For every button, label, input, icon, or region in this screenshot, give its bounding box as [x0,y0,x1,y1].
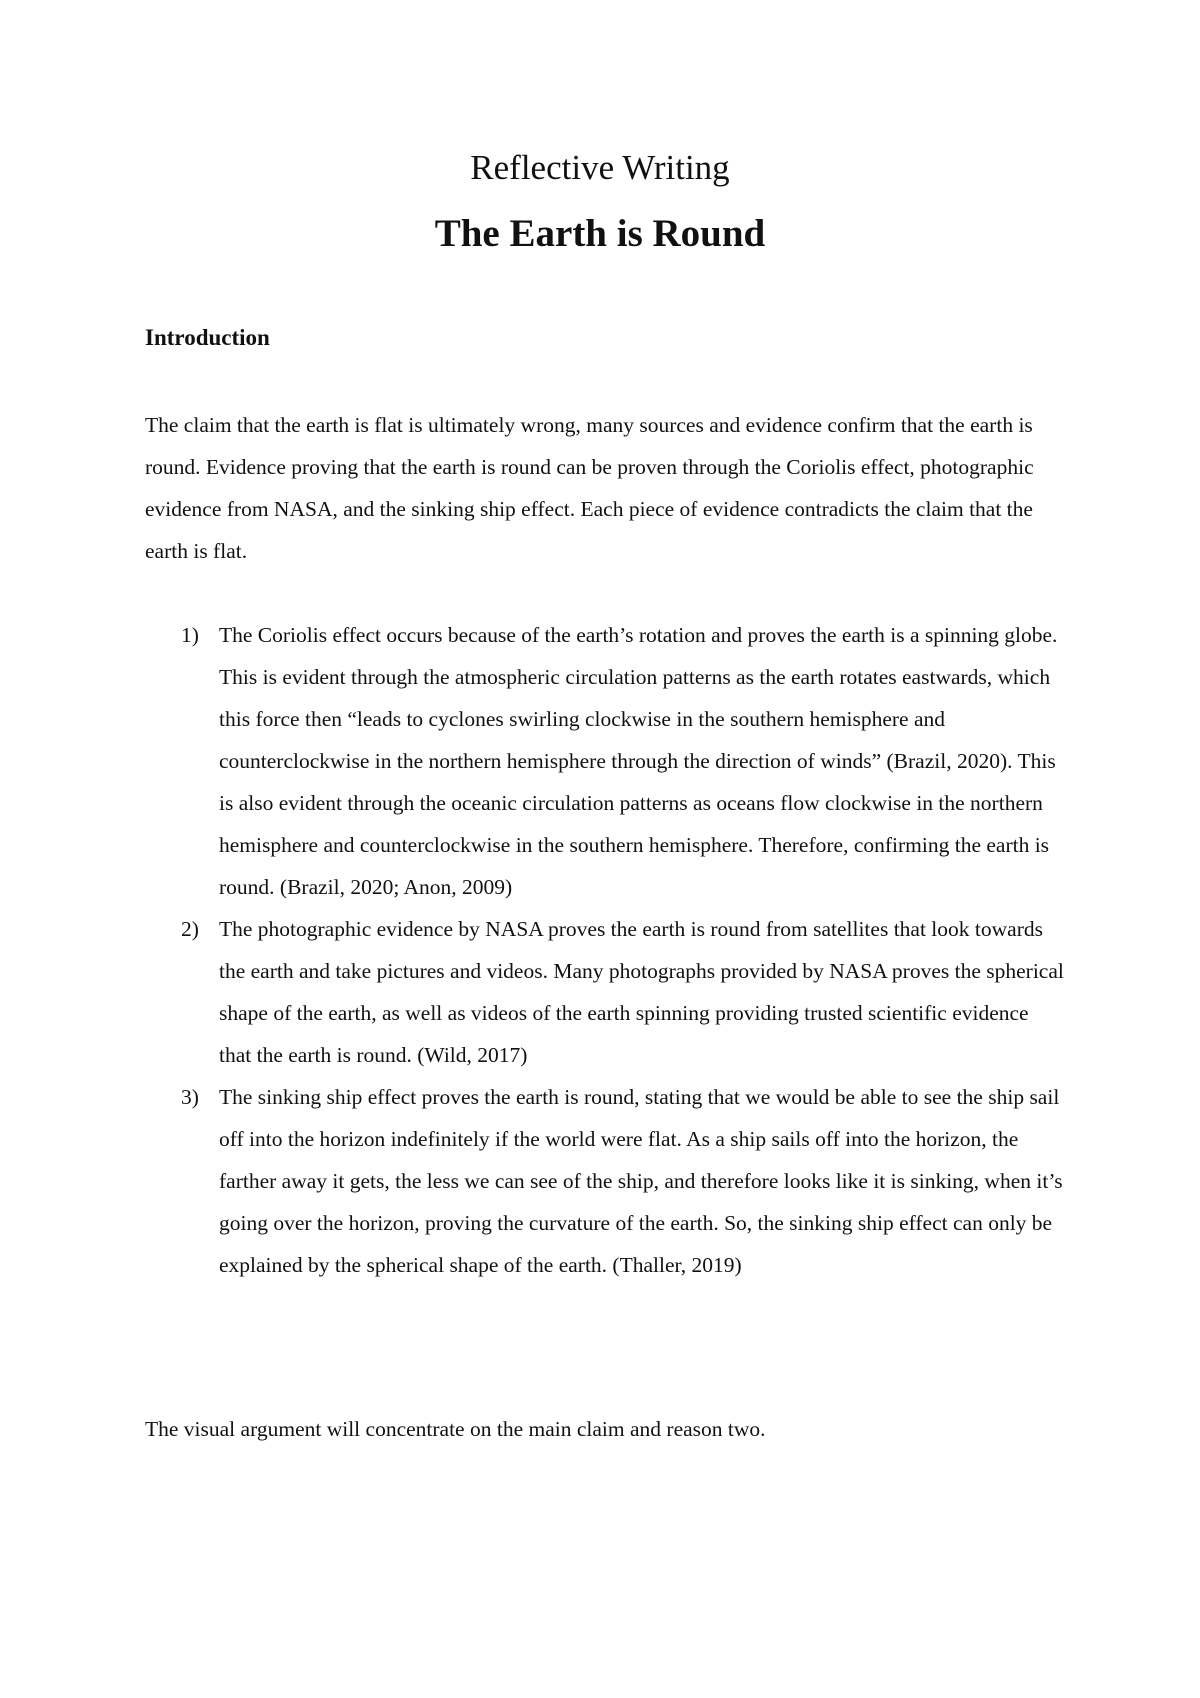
intro-paragraph: The claim that the earth is flat is ultimately wrong, many sources and evidence confirm that the earth is round. Evidence proving that the earth is round can be proven through the Coriolis effect, photographic evidence from NASA, and the sinking ship effect. Each piece of evidence contradicts the claim that the earth is flat. [145,413,1034,563]
closing-paragraph: The visual argument will concentrate on the main claim and reason two. [145,1417,766,1441]
list-item-number: 3) [181,1085,199,1109]
list-item-reason-2 [145,908,1065,1076]
list-item-text: The Coriolis effect occurs because of the earth’s rotation and proves the earth is a spinning globe. This is evident through the atmospheric circulation patterns as the earth rotates eastwards, which this force then “leads to cyclones swirling clockwise in the southern hemisphere and counterclockwise in the northern hemisphere through the direction of winds” (Brazil, 2020). This is also evident through the oceanic circulation patterns as oceans flow clockwise in the northern hemisphere and counterclockwise in the southern hemisphere. Therefore, confirming the earth is round. (Brazil, 2020; Anon, 2009) [219,623,1058,899]
list-item-reason-3 [145,1076,1065,1286]
document-title: The Earth is Round [434,212,766,255]
document-supertitle: Reflective Writing [470,148,730,187]
reasons-list [145,614,1065,1286]
list-item-text: The sinking ship effect proves the earth is round, stating that we would be able to see the ship sail off into the horizon indefinitely if the world were flat. As a ship sails off into the horizon, the farther away it gets, the less we can see of the ship, and therefore looks like it is sinking, when it’s going over the horizon, proving the curvature of the earth. So, the sinking ship effect can only be explained by the spherical shape of the earth. (Thaller, 2019) [219,1085,1063,1277]
list-item-number: 1) [181,623,199,647]
list-item-number: 2) [181,917,199,941]
section-heading-introduction: Introduction [145,325,270,350]
list-item-reason-1 [145,614,1065,908]
list-item-text: The photographic evidence by NASA proves the earth is round from satellites that look towards the earth and take pictures and videos. Many photographs provided by NASA proves the spherical shape of the earth, as well as videos of the earth spinning providing trusted scientific evidence that the earth is round. (Wild, 2017) [219,917,1064,1067]
